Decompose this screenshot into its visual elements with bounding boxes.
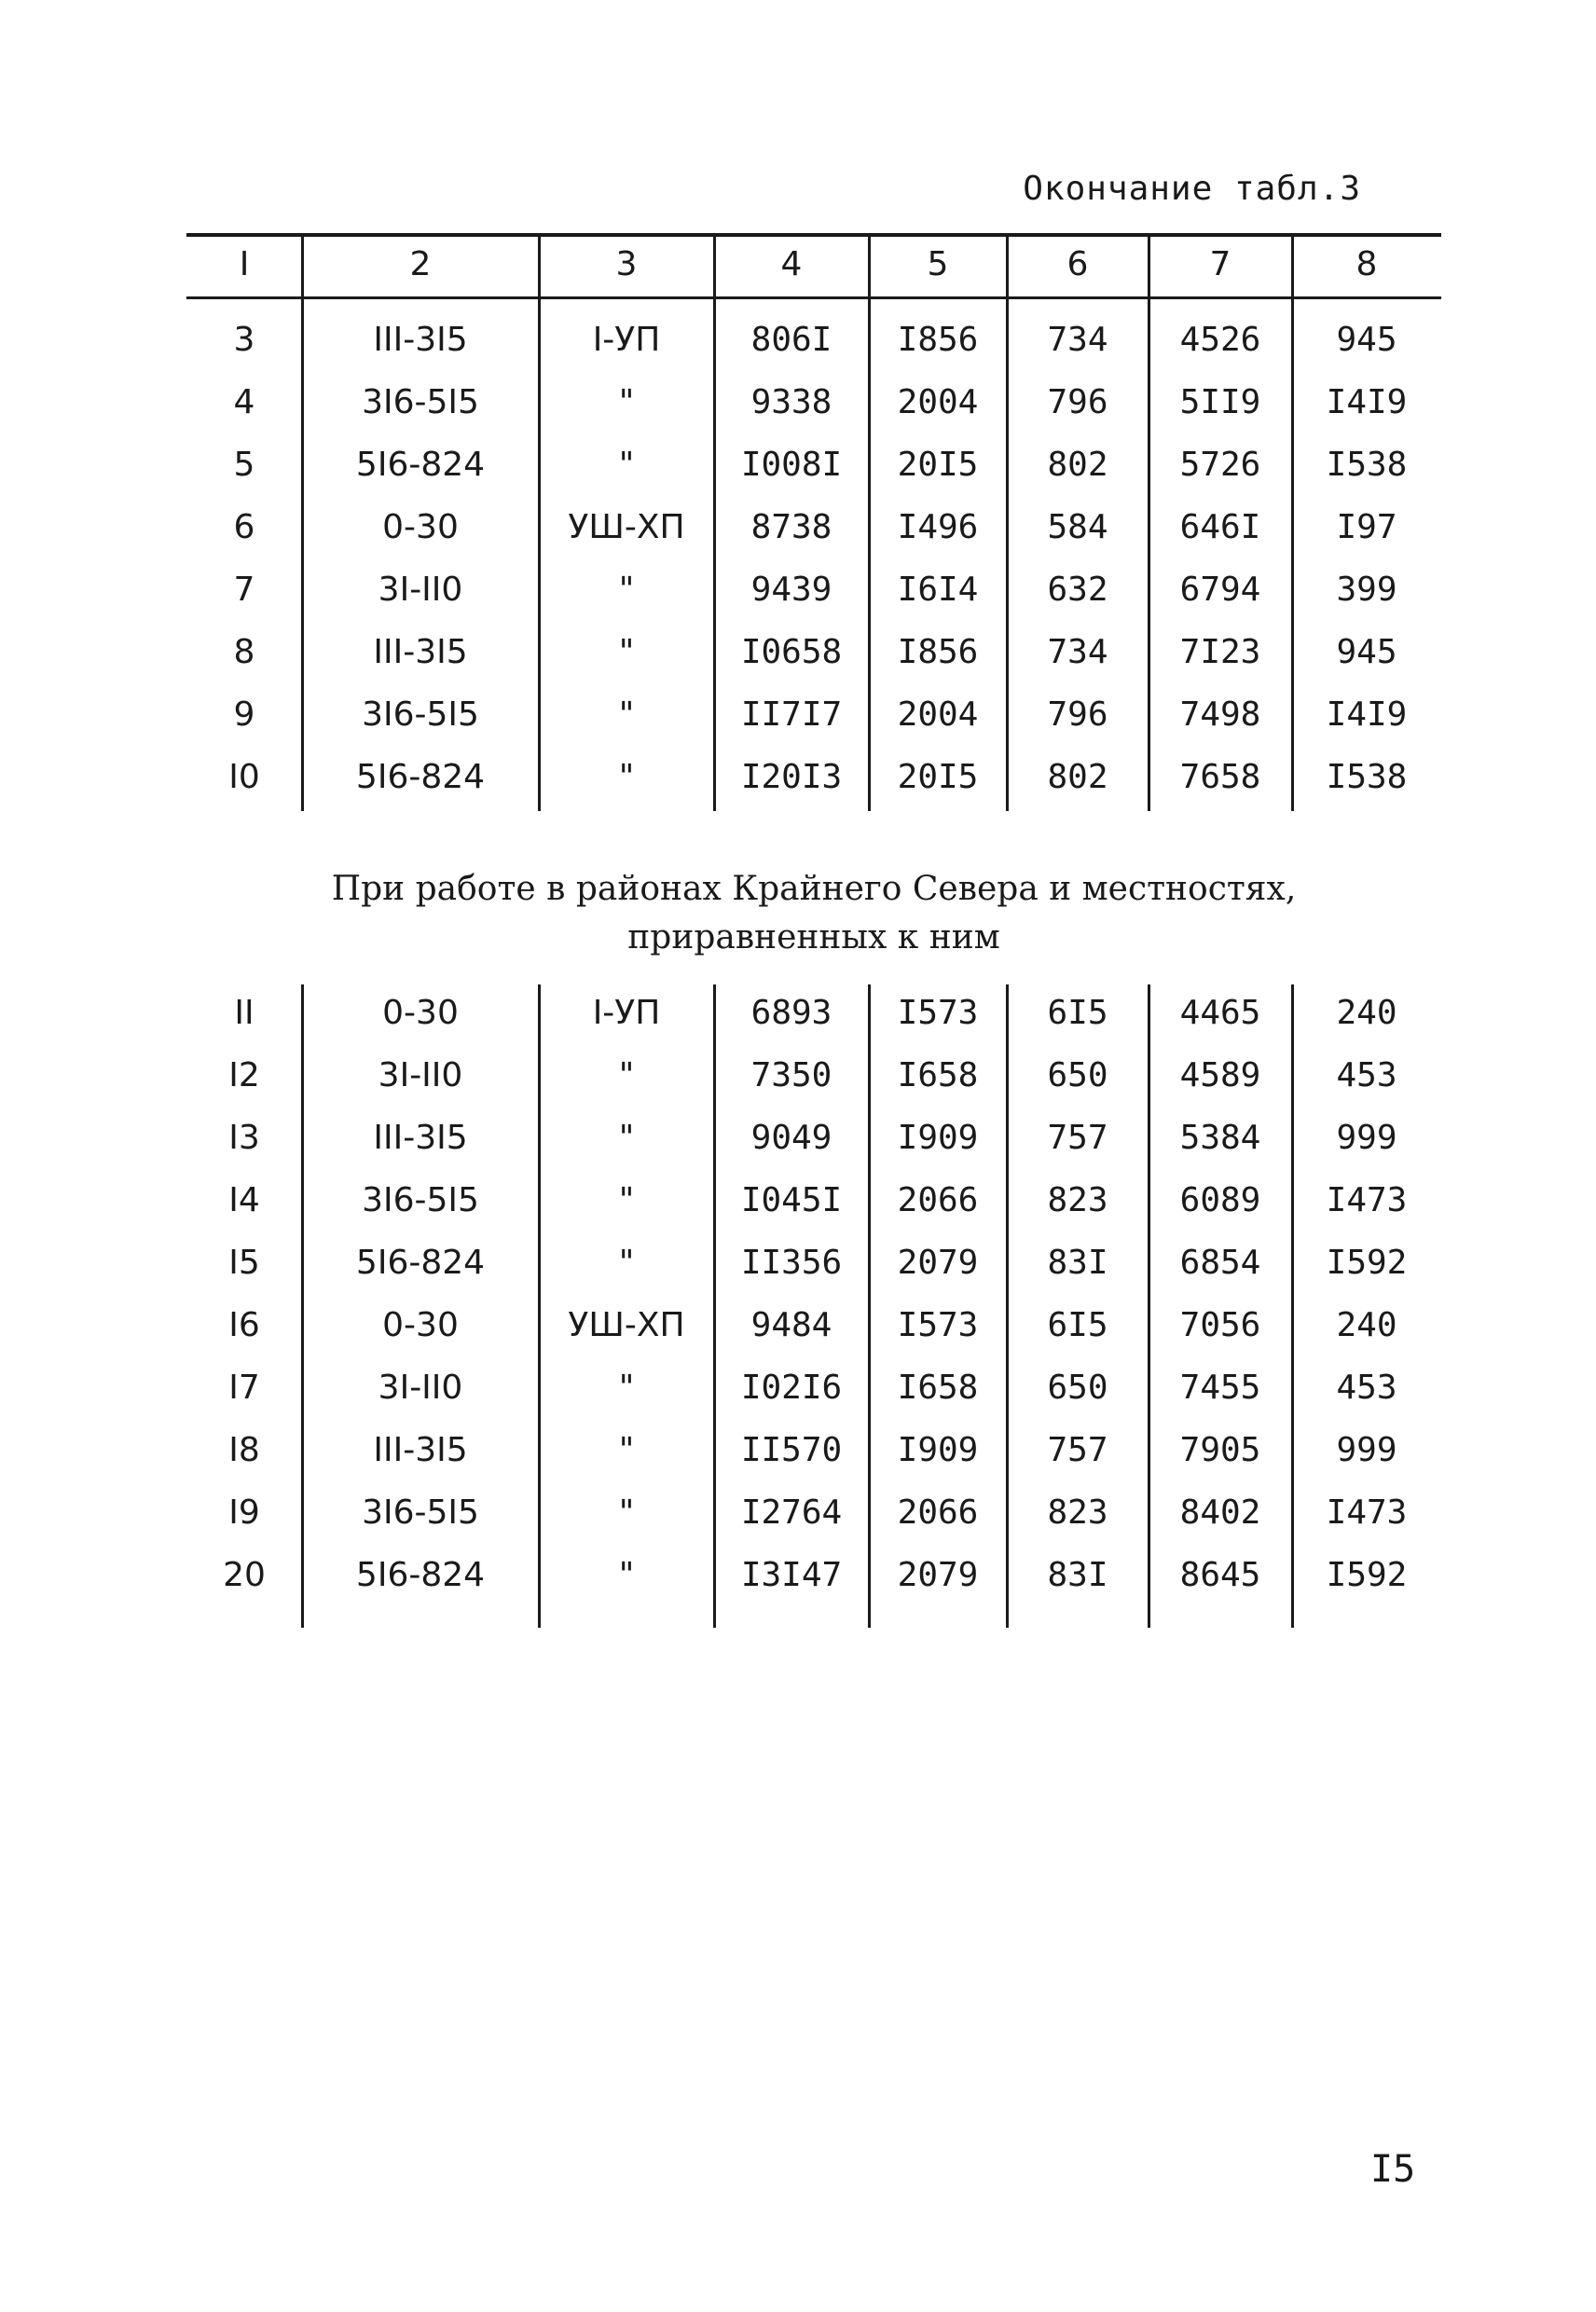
table-cell: III-3I5 [373, 1119, 468, 1157]
table-cell: 83I [1047, 1556, 1108, 1594]
table-cell: I97 [1336, 508, 1397, 546]
table-cell: УШ-ХП [568, 508, 685, 546]
header-cell-col-8: 8 [1355, 245, 1378, 283]
table-cell: I4I9 [1326, 383, 1408, 421]
table-cell: 3 [233, 321, 255, 359]
column-divider [538, 984, 541, 1628]
column-divider [868, 984, 871, 1628]
table-cell: 7350 [750, 1056, 832, 1094]
table-cell: 8645 [1179, 1556, 1261, 1594]
table-cell: I658 [897, 1056, 979, 1094]
table-top-rule [186, 233, 1441, 237]
table-cell: I573 [897, 1306, 979, 1344]
page-number: I5 [1370, 2148, 1416, 2191]
table-cell: 650 [1047, 1056, 1108, 1094]
table-cell: 650 [1047, 1369, 1108, 1407]
table-cell: I856 [897, 633, 979, 671]
table-cell: " [618, 1431, 635, 1469]
table-cell: 8 [233, 633, 255, 671]
table-cell: I496 [897, 508, 979, 546]
table-cell: I20I3 [740, 758, 843, 796]
table-cell: 6794 [1179, 571, 1261, 609]
table-cell: I2 [228, 1056, 260, 1094]
header-cell-col-6: 6 [1066, 245, 1089, 283]
table-cell: 3I6-5I5 [362, 383, 479, 421]
table-cell: 7455 [1179, 1369, 1261, 1407]
table-cell: 734 [1047, 321, 1108, 359]
table-cell: II7I7 [740, 695, 843, 734]
table-cell: I045I [740, 1181, 843, 1219]
table-cell: 5I6-824 [355, 1244, 486, 1282]
table-cell: " [618, 1244, 635, 1282]
table-cell: 999 [1336, 1119, 1397, 1157]
column-divider [1148, 984, 1150, 1628]
table-cell: III-3I5 [373, 321, 468, 359]
table-cell: 9049 [750, 1119, 832, 1157]
table-cell: 3I-II0 [378, 571, 463, 609]
table-cell: 945 [1336, 633, 1397, 671]
table-cell: I538 [1326, 446, 1408, 484]
column-divider [1291, 984, 1294, 1628]
table-cell: 20I5 [897, 446, 979, 484]
table-cell: I592 [1326, 1244, 1408, 1282]
table-cell: I6 [228, 1306, 260, 1344]
table-cell: 9484 [750, 1306, 832, 1344]
table-cell: 7056 [1179, 1306, 1261, 1344]
table-cell: 8738 [750, 508, 832, 546]
table-cell: 999 [1336, 1431, 1397, 1469]
table-cell: 823 [1047, 1493, 1108, 1532]
table-cell: 7498 [1179, 695, 1261, 734]
table-cell: " [618, 1119, 635, 1157]
table-cell: II570 [740, 1431, 843, 1469]
table-cell: 2079 [897, 1556, 979, 1594]
table-cell: I0658 [740, 633, 843, 671]
column-divider [1006, 984, 1009, 1628]
table-cell: I6I4 [897, 571, 979, 609]
header-cell-col-4: 4 [780, 245, 803, 283]
column-divider [301, 233, 304, 811]
column-divider [713, 984, 716, 1628]
section-heading [186, 865, 1441, 962]
table-cell: " [618, 571, 635, 609]
table-cell: 9439 [750, 571, 832, 609]
table-cell: 240 [1336, 994, 1397, 1032]
table-cell: 4 [233, 383, 255, 421]
table-cell: I4 [228, 1181, 260, 1219]
table-cell: 7905 [1179, 1431, 1261, 1469]
table-cell: 584 [1047, 508, 1108, 546]
table-cell: 6854 [1179, 1244, 1261, 1282]
table-cell: 3I-II0 [378, 1056, 463, 1094]
table-cell: 4465 [1179, 994, 1261, 1032]
table-cell: " [618, 1056, 635, 1094]
table-cell: 5I6-824 [355, 446, 486, 484]
table-cell: 3I6-5I5 [362, 1493, 479, 1532]
table-cell: 7 [233, 571, 255, 609]
table-cell: I0 [228, 758, 260, 796]
table-cell: I8 [228, 1431, 260, 1469]
table-cell: I856 [897, 321, 979, 359]
table-cell: 6089 [1179, 1181, 1261, 1219]
table-cell: 20I5 [897, 758, 979, 796]
table-cell: I-УП [592, 321, 661, 359]
table-cell: 646I [1179, 508, 1261, 546]
table-cell: I4I9 [1326, 695, 1408, 734]
table-cell: I909 [897, 1431, 979, 1469]
table-cell: 796 [1047, 695, 1108, 734]
table-cell: 9338 [750, 383, 832, 421]
table-cell: 2066 [897, 1181, 979, 1219]
table-cell: I-УП [592, 994, 661, 1032]
table-cell: 20 [223, 1556, 266, 1594]
table-cell: 0-30 [382, 508, 459, 546]
table-cell: 6893 [750, 994, 832, 1032]
column-divider [1006, 233, 1009, 811]
table-cell: 5 [233, 446, 255, 484]
table-cell: 5I6-824 [355, 758, 486, 796]
table-cell: 3I-II0 [378, 1369, 463, 1407]
table-cell: I02I6 [740, 1369, 843, 1407]
table-cell: 4526 [1179, 321, 1261, 359]
table-cell: " [618, 383, 635, 421]
column-divider [868, 233, 871, 811]
table-cell: III-3I5 [373, 1431, 468, 1469]
table-cell: 399 [1336, 571, 1397, 609]
table-cell: УШ-ХП [568, 1306, 685, 1344]
table-cell: 2004 [897, 695, 979, 734]
table-cell: " [618, 695, 635, 734]
section-heading-line-2: приравненных к ним [627, 918, 1000, 956]
table-cell: 632 [1047, 571, 1108, 609]
column-divider [1148, 233, 1150, 811]
table-cell: 9 [233, 695, 255, 734]
table-cell: I7 [228, 1369, 260, 1407]
header-cell-col-1: I [239, 245, 250, 283]
table-cell: 802 [1047, 758, 1108, 796]
table-cell: 823 [1047, 1181, 1108, 1219]
column-divider [1291, 233, 1294, 811]
column-divider [713, 233, 716, 811]
table-cell: 6I5 [1047, 994, 1108, 1032]
header-cell-col-3: 3 [615, 245, 638, 283]
table-cell: II [234, 994, 255, 1032]
table-cell: I3I47 [740, 1556, 843, 1594]
table-cell: 240 [1336, 1306, 1397, 1344]
table-cell: I008I [740, 446, 843, 484]
table-cell: 8402 [1179, 1493, 1261, 1532]
table-cell: I573 [897, 994, 979, 1032]
page-title: Окончание табл.3 [1023, 170, 1361, 208]
table-cell: 453 [1336, 1056, 1397, 1094]
table-cell: III-3I5 [373, 633, 468, 671]
table-cell: I3 [228, 1119, 260, 1157]
table-cell: 5384 [1179, 1119, 1261, 1157]
table-cell: II356 [740, 1244, 843, 1282]
table-cell: I473 [1326, 1181, 1408, 1219]
table-cell: 5726 [1179, 446, 1261, 484]
table-cell: 802 [1047, 446, 1108, 484]
table-cell: " [618, 1181, 635, 1219]
table-cell: 2066 [897, 1493, 979, 1532]
table-cell: 0-30 [382, 994, 459, 1032]
table-cell: I658 [897, 1369, 979, 1407]
table-cell: I473 [1326, 1493, 1408, 1532]
table-cell: 5I6-824 [355, 1556, 486, 1594]
table-cell: 945 [1336, 321, 1397, 359]
table-cell: 734 [1047, 633, 1108, 671]
table-cell: I5 [228, 1244, 260, 1282]
table-cell: " [618, 1369, 635, 1407]
table-cell: 757 [1047, 1119, 1108, 1157]
table-cell: 7658 [1179, 758, 1261, 796]
table-cell: " [618, 1556, 635, 1594]
table-cell: " [618, 1493, 635, 1532]
column-divider [538, 233, 541, 811]
header-cell-col-7: 7 [1209, 245, 1231, 283]
table-cell: 757 [1047, 1431, 1108, 1469]
table-cell: 796 [1047, 383, 1108, 421]
table-cell: 2079 [897, 1244, 979, 1282]
table-cell: 806I [750, 321, 832, 359]
table-cell: " [618, 758, 635, 796]
column-divider [301, 984, 304, 1628]
table-cell: I909 [897, 1119, 979, 1157]
table-cell: I538 [1326, 758, 1408, 796]
table-cell: 7I23 [1179, 633, 1261, 671]
table-cell: I2764 [740, 1493, 843, 1532]
table-cell: 0-30 [382, 1306, 459, 1344]
table-cell: 83I [1047, 1244, 1108, 1282]
table-cell: I9 [228, 1493, 260, 1532]
table-cell: 5II9 [1179, 383, 1261, 421]
section-heading-line-1: При работе в районах Крайнего Севера и местностях, [331, 870, 1297, 908]
table-cell: 3I6-5I5 [362, 695, 479, 734]
table-cell: 453 [1336, 1369, 1397, 1407]
table-cell: 6 [233, 508, 255, 546]
header-cell-col-5: 5 [927, 245, 949, 283]
table-cell: I592 [1326, 1556, 1408, 1594]
table-cell: 6I5 [1047, 1306, 1108, 1344]
table-cell: 3I6-5I5 [362, 1181, 479, 1219]
table-cell: " [618, 446, 635, 484]
table-cell: 2004 [897, 383, 979, 421]
table-header-rule [186, 296, 1441, 299]
header-cell-col-2: 2 [409, 245, 432, 283]
table-cell: 4589 [1179, 1056, 1261, 1094]
table-cell: " [618, 633, 635, 671]
